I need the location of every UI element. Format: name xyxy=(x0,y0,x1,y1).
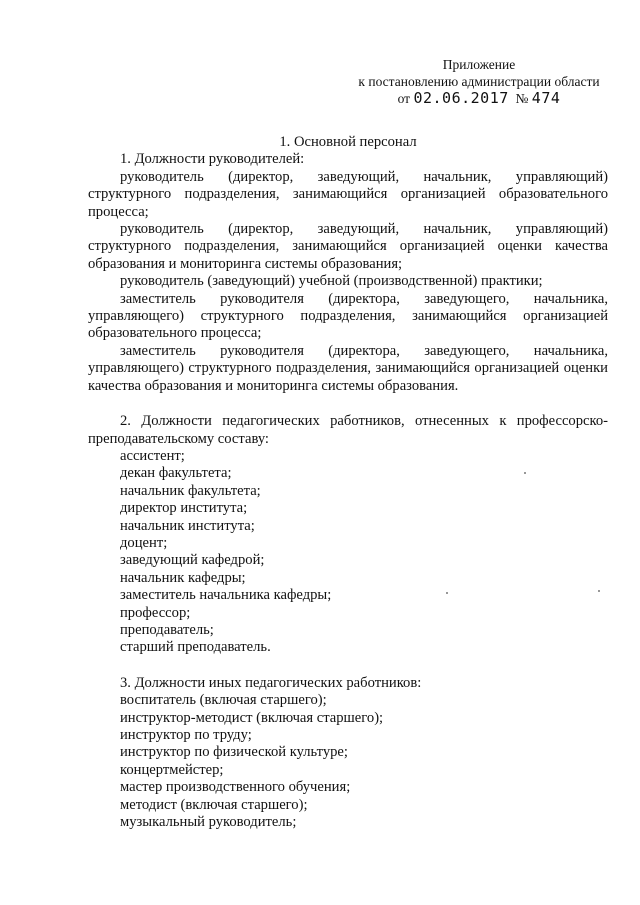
document-number: 474 xyxy=(531,89,561,107)
list-item: инструктор-методист (включая старшего); xyxy=(120,709,384,726)
list-item: старший преподаватель. xyxy=(120,639,271,656)
list-item: воспитатель (включая старшего); xyxy=(120,692,327,709)
section-3-title: 3. Должности иных педагогических работников: xyxy=(120,674,422,691)
list-item: начальник института; xyxy=(120,517,255,534)
appendix-title: Приложение xyxy=(442,57,516,72)
number-sign: № xyxy=(515,91,529,106)
appendix-header xyxy=(348,56,610,107)
list-item: начальник факультета; xyxy=(120,482,261,499)
scan-speck xyxy=(446,592,448,594)
list-item: инструктор по физической культуре; xyxy=(120,744,348,761)
list-item: руководитель (заведующий) учебной (производственной) практики; xyxy=(120,273,543,290)
section-2-title: 2. Должности педагогических работников, отнесенных к профессорско-преподавательскому составу: xyxy=(88,413,608,447)
list-item: руководитель (директор, заведующий, начальник, управляющий) структурного подразделения, занимающийся организацией образовательного процесса; xyxy=(88,168,608,220)
document-body xyxy=(88,134,608,831)
list-item: доцент; xyxy=(120,534,168,551)
section-1-subtitle: 1. Должности руководителей: xyxy=(120,151,305,168)
list-item: декан факультета; xyxy=(120,465,232,482)
spacer xyxy=(88,395,608,413)
list-item: заместитель начальника кафедры; xyxy=(120,587,332,604)
list-item: методист (включая старшего); xyxy=(120,796,308,813)
list-item: преподаватель; xyxy=(120,621,214,638)
date-prefix: от xyxy=(397,91,411,106)
list-item: заместитель руководителя (директора, заведующего, начальника, управляющего) структурного подразделения, занимающийся организацией образовательного процесса; xyxy=(88,290,608,342)
appendix-subtitle: к постановлению администрации области xyxy=(358,74,600,89)
scan-speck xyxy=(524,472,526,474)
document-date: 02.06.2017 xyxy=(413,89,509,107)
list-item: заместитель руководителя (директора, заведующего, начальника, управляющего) структурного подразделения, занимающийся организацией оценки качества образования и мониторинга системы образования. xyxy=(88,342,608,394)
scan-speck xyxy=(598,590,600,592)
list-item: начальник кафедры; xyxy=(120,569,246,586)
list-item: концертмейстер; xyxy=(120,761,224,778)
list-item: инструктор по труду; xyxy=(120,727,252,743)
list-item: музыкальный руководитель; xyxy=(120,814,297,831)
spacer xyxy=(88,657,608,675)
section-1-title: 1. Основной персонал xyxy=(279,134,417,150)
appendix-date-line xyxy=(348,90,610,107)
list-item: руководитель (директор, заведующий, начальник, управляющий) структурного подразделения, занимающийся организацией оценки качества образования и мониторинга системы образования; xyxy=(88,221,608,272)
list-item: заведующий кафедрой; xyxy=(120,552,265,569)
list-item: мастер производственного обучения; xyxy=(120,779,351,796)
list-item: директор института; xyxy=(120,500,248,517)
list-item: профессор; xyxy=(120,604,191,621)
list-item: ассистент; xyxy=(120,447,185,464)
